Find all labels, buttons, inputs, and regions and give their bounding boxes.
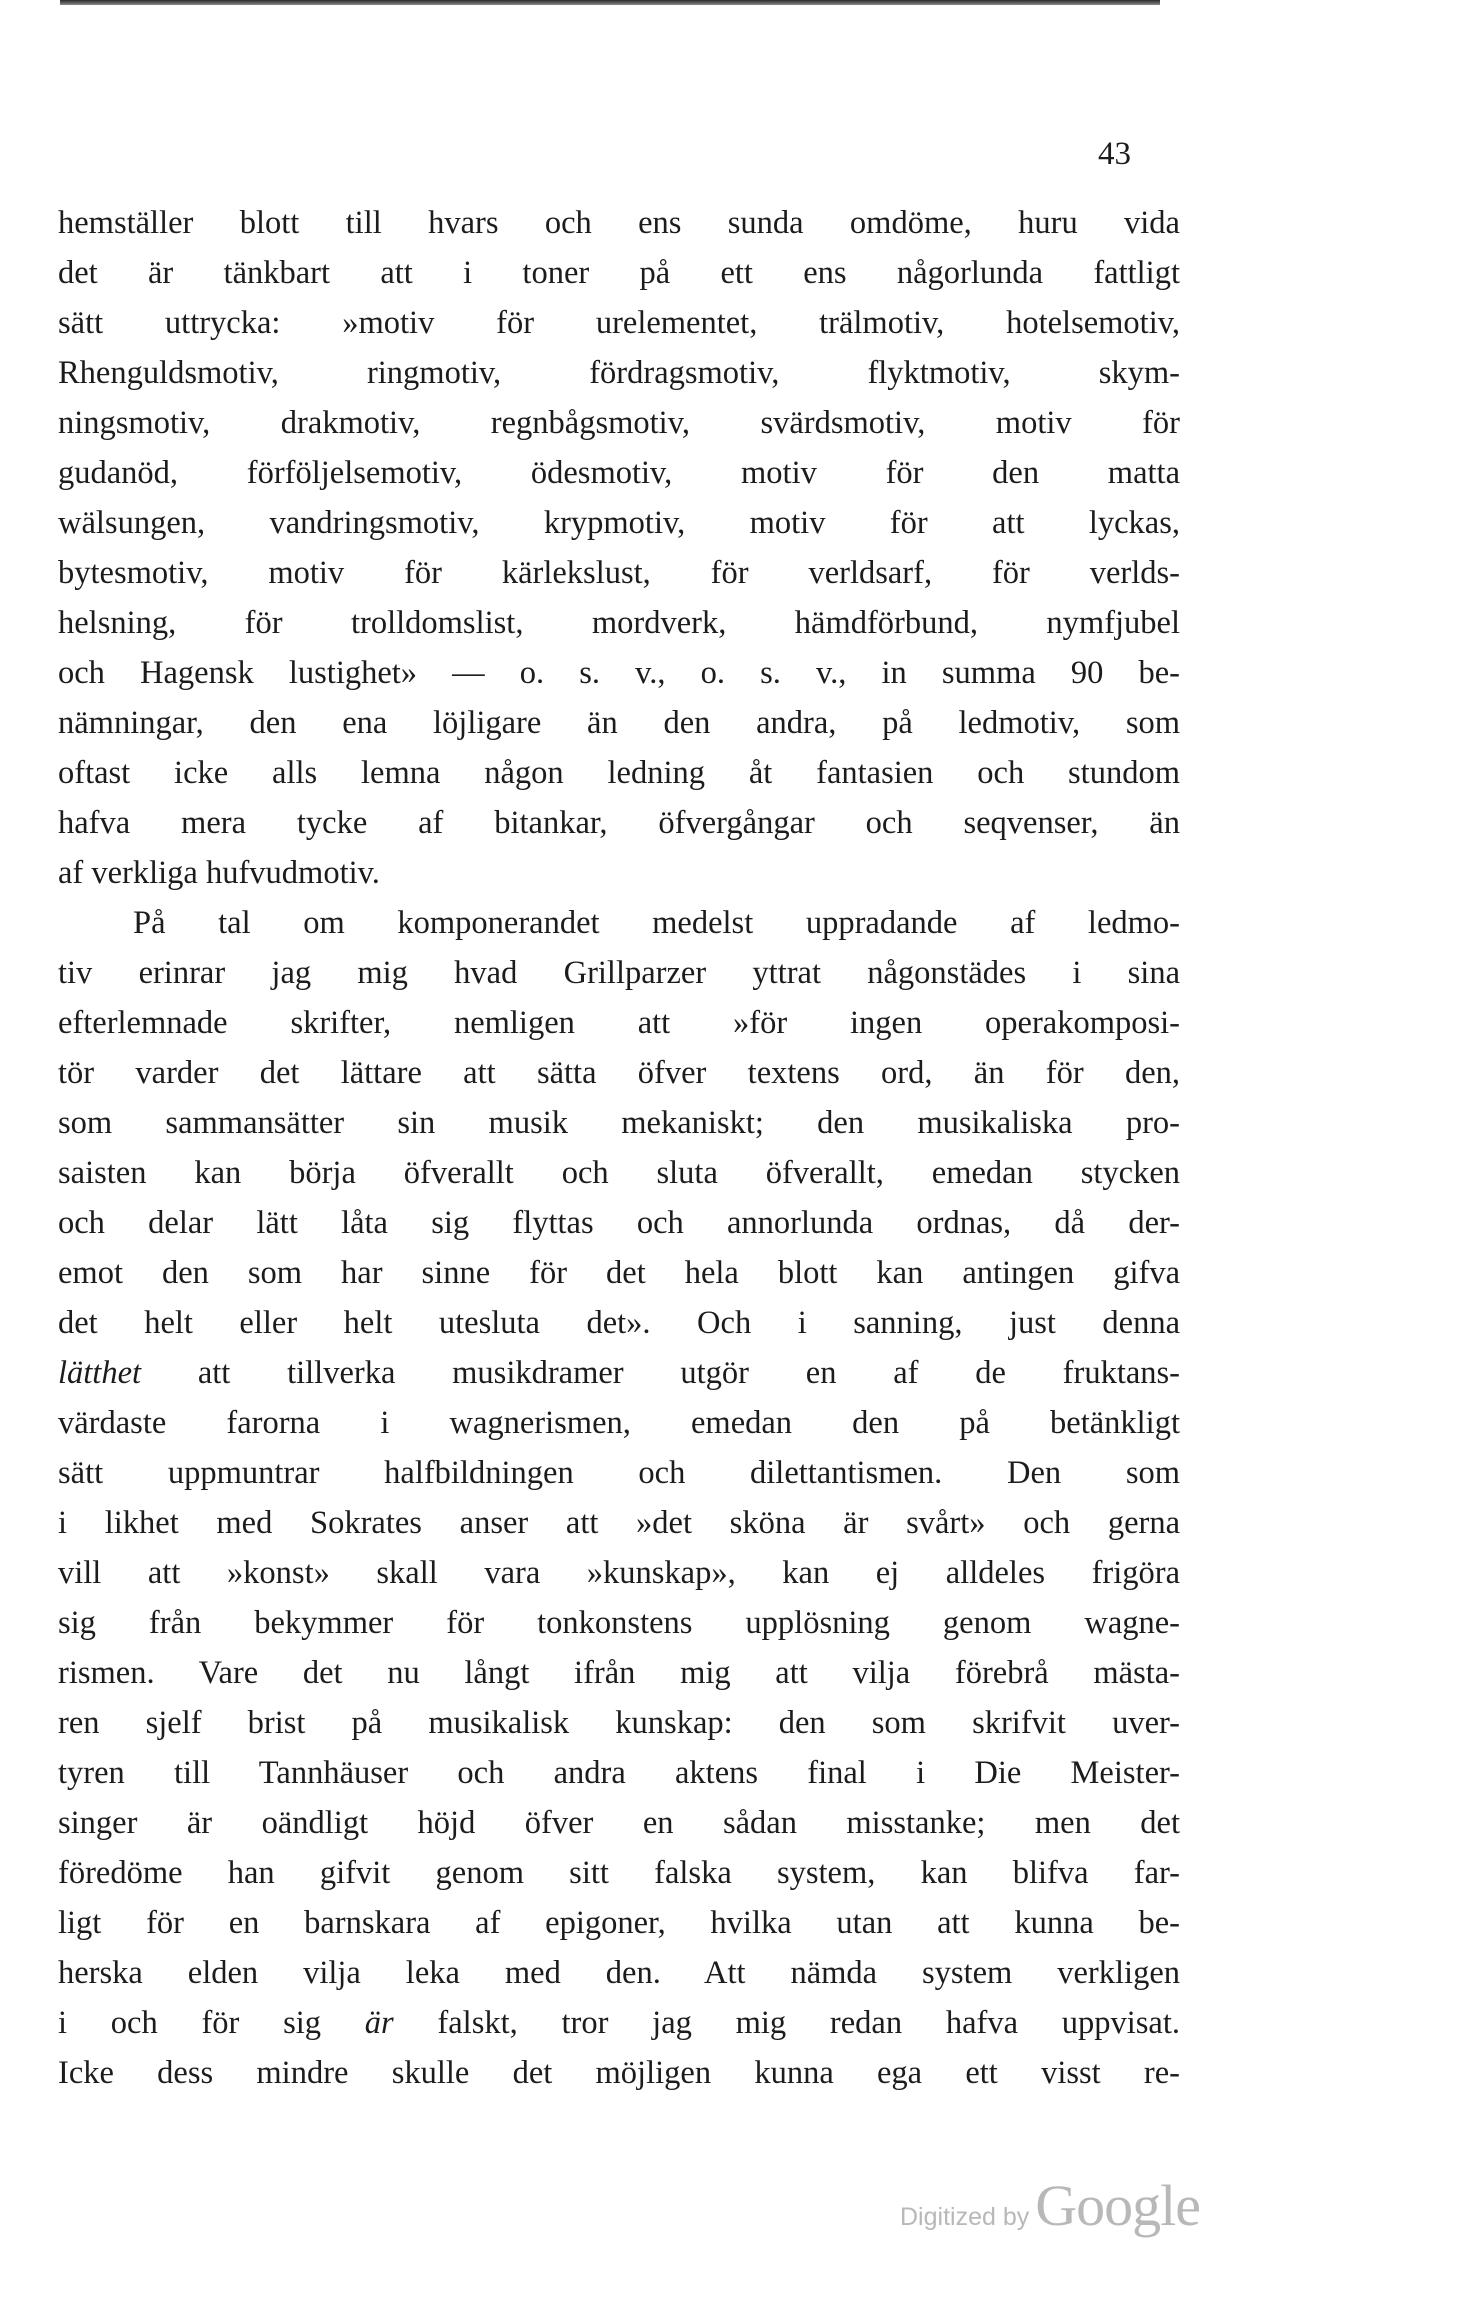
text-line: nämningar, den ena löjligare än den andra, på ledmotiv, som bbox=[58, 705, 1180, 741]
line-prefix: i och för sig bbox=[58, 2005, 365, 2041]
text-line: gudanöd, förföljelsemotiv, ödesmotiv, motiv för den matta bbox=[58, 455, 1180, 491]
text-line: sig från bekymmer för tonkonstens upplösning genom wagne- bbox=[58, 1605, 1180, 1641]
line-remainder: falskt, tror jag mig redan hafva uppvisat. bbox=[393, 2005, 1180, 2041]
text-line: och delar lätt låta sig flyttas och annorlunda ordnas, då der- bbox=[58, 1205, 1180, 1241]
italic-word: är bbox=[364, 2005, 394, 2041]
text-line: helsning, för trolldomslist, mordverk, hämdförbund, nymfjubel bbox=[58, 605, 1180, 641]
text-line: hemställer blott till hvars och ens sunda omdöme, huru vida bbox=[58, 205, 1180, 241]
paragraph-2 bbox=[58, 898, 1180, 2098]
top-edge-rule bbox=[60, 0, 1160, 5]
text-line: wälsungen, vandringsmotiv, krypmotiv, motiv för att lyckas, bbox=[58, 505, 1180, 541]
text-line: rismen. Vare det nu långt ifrån mig att vilja förebrå mästa- bbox=[58, 1655, 1180, 1691]
text-line: emot den som har sinne för det hela blott kan antingen gifva bbox=[58, 1255, 1180, 1291]
text-line: saisten kan börja öfverallt och sluta öfverallt, emedan stycken bbox=[58, 1155, 1180, 1191]
italic-word: lätthet bbox=[58, 1355, 142, 1391]
text-line: som sammansätter sin musik mekaniskt; den musikaliska pro- bbox=[58, 1105, 1180, 1141]
text-line: tyren till Tannhäuser och andra aktens final i Die Meister- bbox=[58, 1755, 1180, 1791]
text-line: det helt eller helt utesluta det». Och i sanning, just denna bbox=[58, 1305, 1180, 1341]
text-line: ligt för en barnskara af epigoner, hvilka utan att kunna be- bbox=[58, 1905, 1180, 1941]
text-line: vill att »konst» skall vara »kunskap», kan ej alldeles frigöra bbox=[58, 1555, 1180, 1591]
text-line: singer är oändligt höjd öfver en sådan misstanke; men det bbox=[58, 1805, 1180, 1841]
paragraph-1 bbox=[58, 198, 1180, 898]
text-line: bytesmotiv, motiv för kärlekslust, för verldsarf, för verlds- bbox=[58, 555, 1180, 591]
text-line: hafva mera tycke af bitankar, öfvergångar och seqvenser, än bbox=[58, 805, 1180, 841]
text-line: tiv erinrar jag mig hvad Grillparzer yttrat någonstädes i sina bbox=[58, 955, 1180, 991]
text-line: Icke dess mindre skulle det möjligen kunna ega ett visst re- bbox=[58, 2055, 1180, 2091]
text-line bbox=[58, 1348, 1180, 1398]
text-line: föredöme han gifvit genom sitt falska system, kan blifva far- bbox=[58, 1855, 1180, 1891]
line-remainder: att tillverka musikdramer utgör en af de fruktans- bbox=[141, 1355, 1180, 1391]
text-line: ren sjelf brist på musikalisk kunskap: den som skrifvit uver- bbox=[58, 1705, 1180, 1741]
text-line: sätt uttrycka: »motiv för urelementet, trälmotiv, hotelsemotiv, bbox=[58, 305, 1180, 341]
text-line: af verkliga hufvudmotiv. bbox=[58, 855, 380, 891]
text-line: efterlemnade skrifter, nemligen att »för ingen operakomposi- bbox=[58, 1005, 1180, 1041]
page-number: 43 bbox=[1098, 136, 1131, 172]
text-line: På tal om komponerandet medelst uppradande af ledmo- bbox=[133, 905, 1180, 941]
text-line: ningsmotiv, drakmotiv, regnbågsmotiv, svärdsmotiv, motiv för bbox=[58, 405, 1180, 441]
text-line: tör varder det lättare att sätta öfver textens ord, än för den, bbox=[58, 1055, 1180, 1091]
text-line: och Hagensk lustighet» — o. s. v., o. s. v., in summa 90 be- bbox=[58, 655, 1180, 691]
text-line: värdaste farorna i wagnerismen, emedan den på betänkligt bbox=[58, 1405, 1180, 1441]
text-line bbox=[58, 1998, 1180, 2048]
text-line: oftast icke alls lemna någon ledning åt fantasien och stundom bbox=[58, 755, 1180, 791]
watermark-prefix: Digitized by bbox=[900, 2203, 1030, 2231]
text-line: i likhet med Sokrates anser att »det sköna är svårt» och gerna bbox=[58, 1505, 1180, 1541]
text-line: herska elden vilja leka med den. Att nämda system verkligen bbox=[58, 1955, 1180, 1991]
google-logo: Google bbox=[1035, 2173, 1200, 2238]
text-line: sätt uppmuntrar halfbildningen och dilettantismen. Den som bbox=[58, 1455, 1180, 1491]
digitized-watermark bbox=[900, 2172, 1200, 2239]
text-line: det är tänkbart att i toner på ett ens någorlunda fattligt bbox=[58, 255, 1180, 291]
text-line: Rhenguldsmotiv, ringmotiv, fördragsmotiv, flyktmotiv, skym- bbox=[58, 355, 1180, 391]
body-text bbox=[58, 198, 1180, 2098]
